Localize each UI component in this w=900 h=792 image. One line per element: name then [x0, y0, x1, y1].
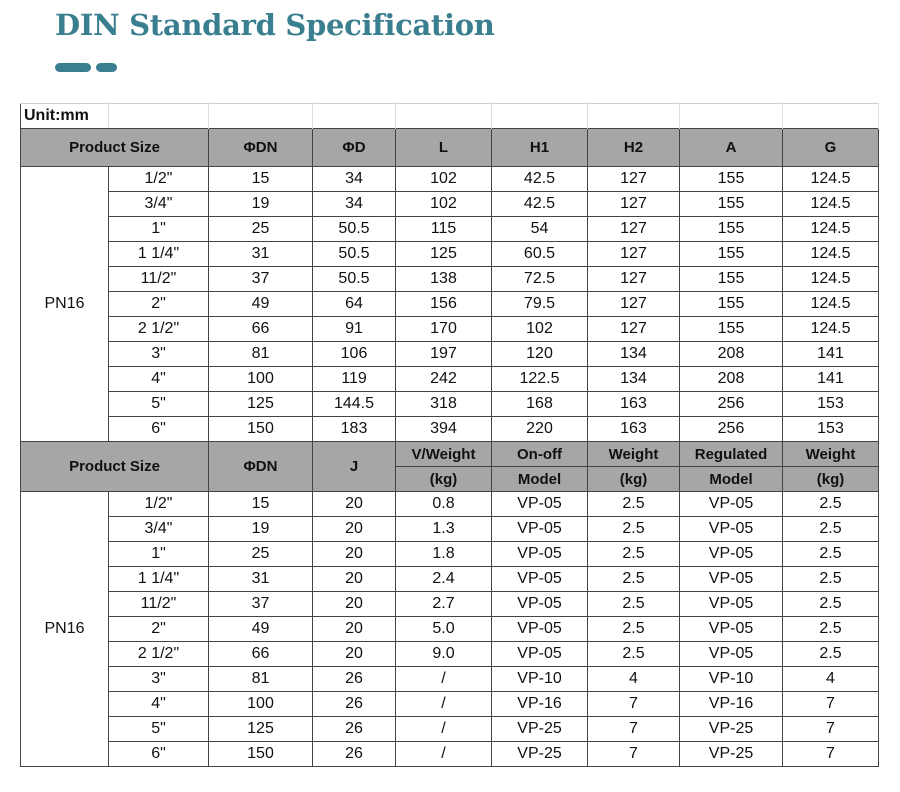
table-cell: 2.5 [588, 642, 680, 667]
table-row [21, 717, 879, 742]
table-cell: 124.5 [783, 292, 879, 317]
table-cell: VP-05 [492, 567, 588, 592]
table-cell: 81 [209, 342, 313, 367]
table-cell: / [396, 717, 492, 742]
table-cell: 125 [396, 242, 492, 267]
table-row [21, 667, 879, 692]
column-header: Weight [783, 442, 879, 467]
table-cell: VP-05 [492, 517, 588, 542]
table-cell: 31 [209, 567, 313, 592]
table-cell: 60.5 [492, 242, 588, 267]
table-cell: 6" [109, 742, 209, 767]
table-cell: 119 [313, 367, 396, 392]
table-cell: 134 [588, 367, 680, 392]
table-cell: 9.0 [396, 642, 492, 667]
table-cell: 127 [588, 192, 680, 217]
table-cell: / [396, 692, 492, 717]
table-cell: 2.5 [783, 567, 879, 592]
table-cell: VP-05 [680, 517, 783, 542]
table-cell: 50.5 [313, 217, 396, 242]
table-cell: 49 [209, 617, 313, 642]
table-cell: 15 [209, 167, 313, 192]
table-cell: 2.5 [783, 617, 879, 642]
column-header: Weight [588, 442, 680, 467]
table-row [21, 542, 879, 567]
table-row [21, 517, 879, 542]
table-row [21, 642, 879, 667]
table-row [21, 292, 879, 317]
table-cell: 2.5 [588, 492, 680, 517]
table-cell: VP-05 [680, 567, 783, 592]
table-cell: 1" [109, 217, 209, 242]
table-cell: 50.5 [313, 242, 396, 267]
table-cell: 208 [680, 367, 783, 392]
column-header: J [313, 442, 396, 492]
column-header: Regulated [680, 442, 783, 467]
column-header: (kg) [783, 467, 879, 492]
table-cell: 394 [396, 417, 492, 442]
table-cell: 170 [396, 317, 492, 342]
table-row [21, 567, 879, 592]
table-cell: 100 [209, 367, 313, 392]
table-cell: 168 [492, 392, 588, 417]
table-cell: 220 [492, 417, 588, 442]
table-cell: 3/4" [109, 192, 209, 217]
column-header: ΦDN [209, 442, 313, 492]
table-cell: VP-25 [680, 742, 783, 767]
table-row [21, 592, 879, 617]
table-cell: 1 1/4" [109, 242, 209, 267]
table-cell: 138 [396, 267, 492, 292]
table-cell: 19 [209, 192, 313, 217]
table-cell: 197 [396, 342, 492, 367]
column-header: (kg) [588, 467, 680, 492]
table-cell: 124.5 [783, 217, 879, 242]
table-cell: VP-05 [492, 492, 588, 517]
table-cell: 2.5 [588, 592, 680, 617]
table-row [21, 267, 879, 292]
table-row [21, 217, 879, 242]
table-cell: 127 [588, 292, 680, 317]
table-cell: 2 1/2" [109, 642, 209, 667]
table-cell: VP-16 [680, 692, 783, 717]
table-cell: 141 [783, 342, 879, 367]
table-cell: 1/2" [109, 492, 209, 517]
empty-cell [680, 104, 783, 129]
pressure-class-label: PN16 [21, 492, 109, 767]
table-cell: VP-25 [492, 717, 588, 742]
table-header-row [21, 442, 879, 467]
table-cell: 26 [313, 667, 396, 692]
table-cell: 125 [209, 717, 313, 742]
unit-label: Unit:mm [21, 104, 109, 129]
table-cell: 4" [109, 367, 209, 392]
table-cell: 7 [588, 717, 680, 742]
table-cell: 153 [783, 392, 879, 417]
table-cell: 2 1/2" [109, 317, 209, 342]
table-cell: 1/2" [109, 167, 209, 192]
table-cell: 11/2" [109, 592, 209, 617]
table-cell: 122.5 [492, 367, 588, 392]
table-cell: 37 [209, 592, 313, 617]
table-cell: 2" [109, 617, 209, 642]
table-cell: 125 [209, 392, 313, 417]
column-header: H2 [588, 129, 680, 167]
table-cell: 2.5 [588, 617, 680, 642]
table-row [21, 367, 879, 392]
column-header: Product Size [21, 129, 209, 167]
table-cell: 66 [209, 317, 313, 342]
table-cell: 318 [396, 392, 492, 417]
table-cell: VP-05 [680, 492, 783, 517]
table-cell: 150 [209, 417, 313, 442]
table-cell: 2.5 [588, 567, 680, 592]
table-cell: 54 [492, 217, 588, 242]
table-cell: 134 [588, 342, 680, 367]
column-header: G [783, 129, 879, 167]
table-cell: 20 [313, 567, 396, 592]
empty-cell [588, 104, 680, 129]
table-cell: / [396, 742, 492, 767]
table-cell: 2.7 [396, 592, 492, 617]
table-cell: 2.5 [588, 517, 680, 542]
table-cell: 7 [588, 742, 680, 767]
table-cell: VP-16 [492, 692, 588, 717]
table-cell: 106 [313, 342, 396, 367]
table-cell: 1 1/4" [109, 567, 209, 592]
column-header: ΦD [313, 129, 396, 167]
table-cell: VP-05 [680, 592, 783, 617]
table-cell: 155 [680, 267, 783, 292]
table-row [21, 692, 879, 717]
table-cell: 25 [209, 542, 313, 567]
table-cell: 2.5 [783, 517, 879, 542]
table-cell: 0.8 [396, 492, 492, 517]
unit-row [21, 104, 879, 129]
table-cell: 4" [109, 692, 209, 717]
table-cell: 3" [109, 342, 209, 367]
table-cell: VP-05 [492, 617, 588, 642]
table-cell: 150 [209, 742, 313, 767]
table-cell: 2.5 [783, 542, 879, 567]
table-cell: VP-05 [680, 542, 783, 567]
table-cell: 1.3 [396, 517, 492, 542]
table-cell: 42.5 [492, 192, 588, 217]
table-cell: 3" [109, 667, 209, 692]
table-row [21, 417, 879, 442]
table-cell: 2.5 [783, 642, 879, 667]
table-cell: 127 [588, 167, 680, 192]
title-underline-dash [55, 63, 91, 72]
table-cell: 4 [588, 667, 680, 692]
table-cell: 155 [680, 242, 783, 267]
table-cell: 2.5 [783, 592, 879, 617]
table-row [21, 167, 879, 192]
table-cell: 124.5 [783, 242, 879, 267]
table-cell: VP-05 [492, 642, 588, 667]
table-cell: 7 [588, 692, 680, 717]
table-cell: 156 [396, 292, 492, 317]
column-header: Model [492, 467, 588, 492]
table-cell: 155 [680, 192, 783, 217]
table-cell: 144.5 [313, 392, 396, 417]
table-cell: 1.8 [396, 542, 492, 567]
table-cell: VP-05 [680, 642, 783, 667]
table-cell: 100 [209, 692, 313, 717]
table-cell: 7 [783, 717, 879, 742]
table-cell: 183 [313, 417, 396, 442]
table-row [21, 392, 879, 417]
column-header: (kg) [396, 467, 492, 492]
column-header: Product Size [21, 442, 209, 492]
table-cell: 25 [209, 217, 313, 242]
table-cell: 127 [588, 317, 680, 342]
table-cell: 81 [209, 667, 313, 692]
table-cell: 7 [783, 742, 879, 767]
table-cell: 7 [783, 692, 879, 717]
table-cell: 49 [209, 292, 313, 317]
table-cell: 124.5 [783, 317, 879, 342]
table-cell: 5" [109, 717, 209, 742]
table-cell: 163 [588, 417, 680, 442]
spec-table [20, 103, 879, 767]
table-cell: VP-05 [680, 617, 783, 642]
table-cell: 155 [680, 167, 783, 192]
table-cell: 64 [313, 292, 396, 317]
table-cell: 6" [109, 417, 209, 442]
table-cell: 141 [783, 367, 879, 392]
table-cell: 242 [396, 367, 492, 392]
empty-cell [396, 104, 492, 129]
table-cell: 5" [109, 392, 209, 417]
table-cell: 5.0 [396, 617, 492, 642]
table-cell: 124.5 [783, 167, 879, 192]
table-cell: 34 [313, 192, 396, 217]
column-header: On-off [492, 442, 588, 467]
column-header: L [396, 129, 492, 167]
table-cell: 2.4 [396, 567, 492, 592]
column-header: ΦDN [209, 129, 313, 167]
table-cell: 102 [396, 192, 492, 217]
table-cell: VP-25 [492, 742, 588, 767]
column-header: V/Weight [396, 442, 492, 467]
empty-cell [109, 104, 209, 129]
table-cell: 50.5 [313, 267, 396, 292]
table-cell: 127 [588, 242, 680, 267]
table-cell: 20 [313, 617, 396, 642]
table-cell: 102 [492, 317, 588, 342]
title-underline-dash [96, 63, 117, 72]
table-cell: 15 [209, 492, 313, 517]
empty-cell [492, 104, 588, 129]
table-header-row [21, 129, 879, 167]
table-cell: 66 [209, 642, 313, 667]
table-cell: 208 [680, 342, 783, 367]
table-cell: VP-05 [492, 542, 588, 567]
table-cell: 31 [209, 242, 313, 267]
table-cell: 20 [313, 492, 396, 517]
table-cell: 256 [680, 392, 783, 417]
table-cell: 163 [588, 392, 680, 417]
table-cell: VP-10 [492, 667, 588, 692]
table-cell: 34 [313, 167, 396, 192]
table-cell: 102 [396, 167, 492, 192]
table-cell: 4 [783, 667, 879, 692]
table-cell: 20 [313, 592, 396, 617]
table-cell: 72.5 [492, 267, 588, 292]
table-cell: 20 [313, 642, 396, 667]
table-cell: 2" [109, 292, 209, 317]
pressure-class-label: PN16 [21, 167, 109, 442]
table-cell: 3/4" [109, 517, 209, 542]
table-cell: 11/2" [109, 267, 209, 292]
column-header: Model [680, 467, 783, 492]
table-cell: 155 [680, 217, 783, 242]
column-header: H1 [492, 129, 588, 167]
table-cell: 115 [396, 217, 492, 242]
table-cell: 124.5 [783, 267, 879, 292]
empty-cell [313, 104, 396, 129]
table-cell: 155 [680, 292, 783, 317]
table-cell: 26 [313, 742, 396, 767]
table-cell: 127 [588, 217, 680, 242]
table-cell: 79.5 [492, 292, 588, 317]
table-row [21, 342, 879, 367]
table-cell: 42.5 [492, 167, 588, 192]
table-row [21, 617, 879, 642]
table-cell: 20 [313, 542, 396, 567]
table-cell: 155 [680, 317, 783, 342]
table-cell: 127 [588, 267, 680, 292]
table-row [21, 492, 879, 517]
empty-cell [783, 104, 879, 129]
empty-cell [209, 104, 313, 129]
page-title: DIN Standard Specification [55, 8, 495, 42]
table-cell: / [396, 667, 492, 692]
table-row [21, 242, 879, 267]
table-cell: VP-25 [680, 717, 783, 742]
column-header: A [680, 129, 783, 167]
table-cell: 19 [209, 517, 313, 542]
table-row [21, 192, 879, 217]
table-cell: 256 [680, 417, 783, 442]
table-cell: 120 [492, 342, 588, 367]
table-cell: 26 [313, 717, 396, 742]
table-row [21, 317, 879, 342]
table-cell: 20 [313, 517, 396, 542]
table-cell: 124.5 [783, 192, 879, 217]
table-cell: 2.5 [588, 542, 680, 567]
table-cell: 1" [109, 542, 209, 567]
table-row [21, 742, 879, 767]
table-cell: 37 [209, 267, 313, 292]
table-cell: 153 [783, 417, 879, 442]
table-cell: 2.5 [783, 492, 879, 517]
table-cell: VP-10 [680, 667, 783, 692]
table-cell: 26 [313, 692, 396, 717]
table-cell: 91 [313, 317, 396, 342]
table-cell: VP-05 [492, 592, 588, 617]
